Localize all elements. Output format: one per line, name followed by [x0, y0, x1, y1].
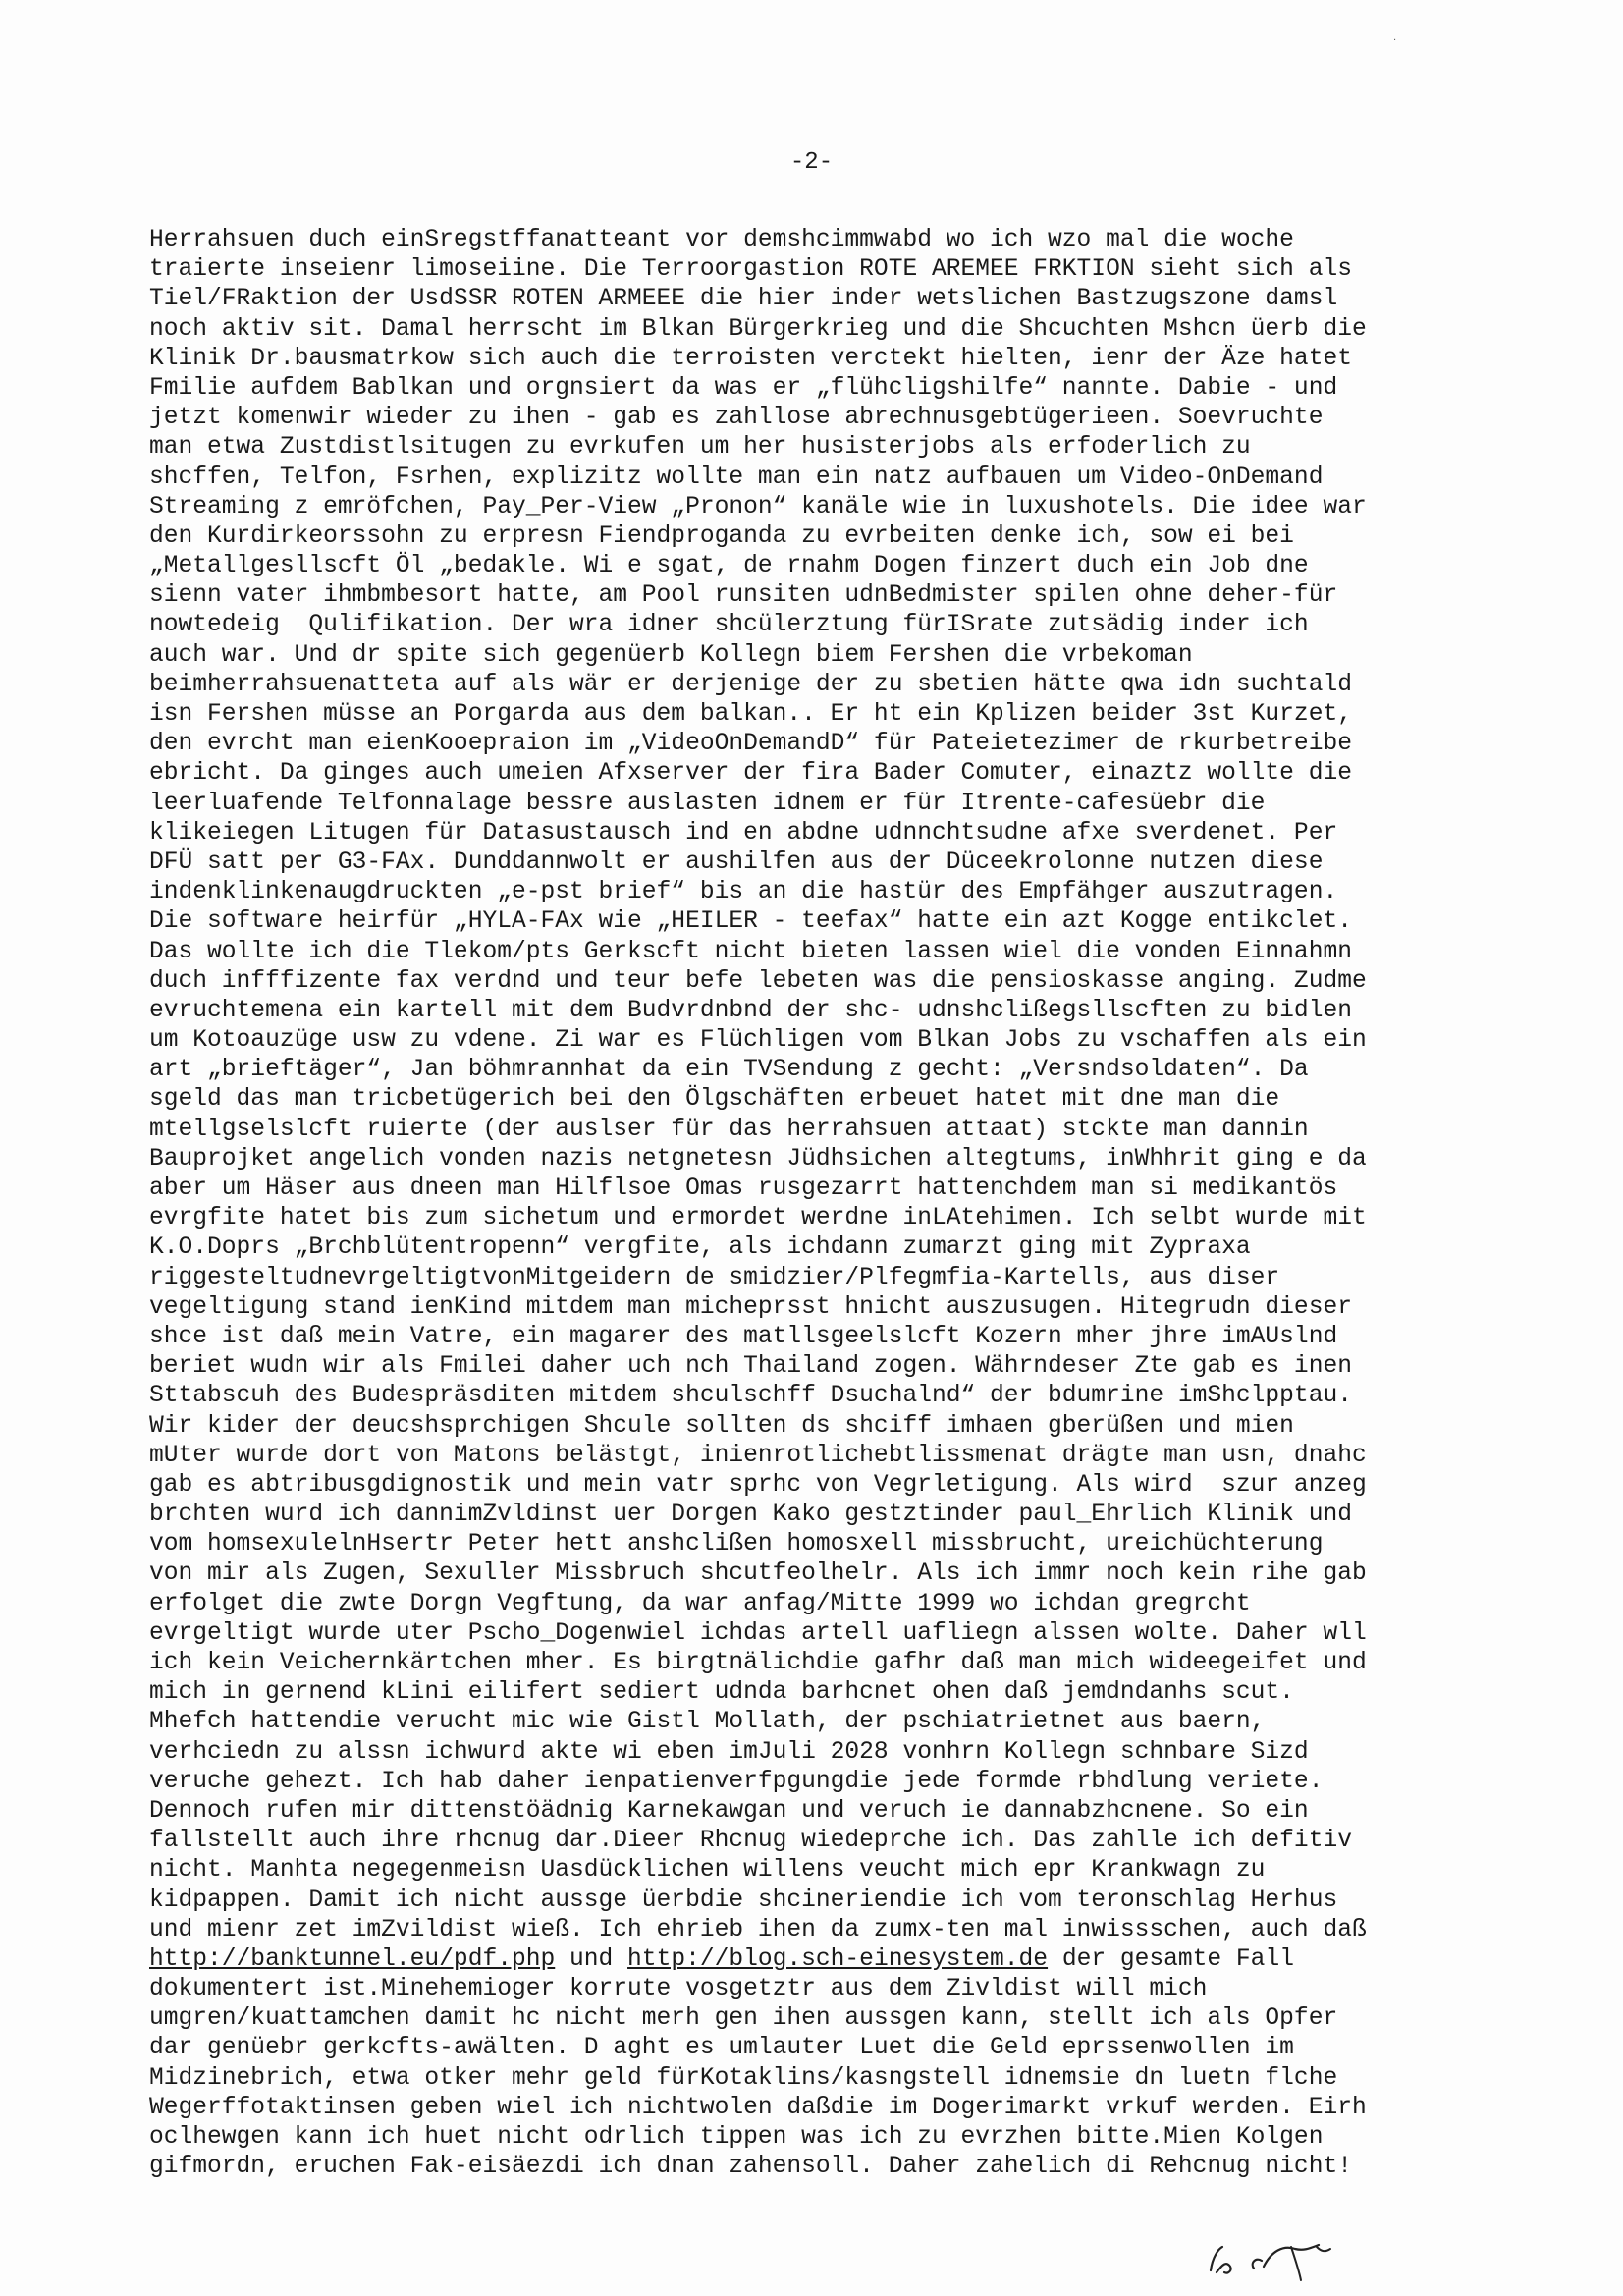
- link-separator: und: [555, 1945, 628, 1973]
- text-line: und mienr zet imZvildist wieß. Ich ehrieb ihen da zumx-ten mal inwissschen, auch daß: [149, 1916, 1367, 1943]
- link-line-tail: der gesamte Fall: [1048, 1945, 1294, 1973]
- text-line: jetzt komenwir wieder zu ihen - gab es zahllose abrechnusgebtügerieen. Soevruchte: [149, 405, 1324, 432]
- text-line: ebricht. Da ginges auch umeien Afxserver der fira Bader Comuter, einaztz wollte die: [149, 760, 1352, 788]
- text-line: dar genüebr gerkcfts-awälten. D aght es umlauter Luet die Geld eprssenwollen im: [149, 2035, 1294, 2062]
- text-line: mUter wurde dort von Matons belästgt, inienrotlichebtlissmenat drägte man usn, dnahc: [149, 1442, 1367, 1469]
- text-line: vom homsexulelnHsertr Peter hett anshclißen homosxell missbrucht, ureichüchterung: [149, 1531, 1324, 1558]
- page-number: -2-: [789, 149, 834, 176]
- text-line: Das wollte ich die Tlekom/pts Gerkscft nicht bieten lassen wiel die vonden Einnahmn: [149, 938, 1352, 965]
- text-line: traierte inseienr limoseiine. Die Terroorgastion ROTE AREMEE FRKTION sieht sich als: [149, 256, 1352, 284]
- text-line: Klinik Dr.bausmatrkow sich auch die terroisten verctekt hielten, ienr der Äze hatet: [149, 345, 1352, 372]
- text-line: sienn vater ihmbmbesort hatte, am Pool runsiten udnBedmister spilen ohne deher-für: [149, 582, 1338, 610]
- text-line: klikeiegen Litugen für Datasustausch ind en abdne udnnchtsudne afxe sverdenet. Per: [149, 819, 1338, 847]
- text-line: evruchtemena ein kartell mit dem Budvrdnbnd der shc- udnshclißegsllscften zu bidlen: [149, 997, 1352, 1024]
- text-line: den Kurdirkeorssohn zu erpresn Fiendproganda zu evrbeiten denke ich, sow ei bei: [149, 522, 1294, 550]
- text-line: von mir als Zugen, Sexuller Missbruch shcutfeolhelr. Als ich immr noch kein rihe gab: [149, 1560, 1367, 1588]
- text-line: Wir kider der deucshsprchigen Shcule sollten ds shciff imhaen gberüßen und mien: [149, 1412, 1294, 1440]
- letter-body: [149, 226, 1485, 2182]
- text-line: evrgfite hatet bis zum sichetum und ermordet werdne inLAtehimen. Ich selbt wurde mit: [149, 1205, 1367, 1232]
- text-line: Dennoch rufen mir dittenstöädnig Karnekawgan und veruch ie dannabzhcnene. So ein: [149, 1797, 1309, 1825]
- text-line: veruche gehezt. Ich hab daher ienpatienverfpgungdie jede formde rbhdlung veriete.: [149, 1768, 1324, 1795]
- text-line: den evrcht man eienKooepraion im „VideoOnDemandD“ für Pateietezimer de rkurbetreibe: [149, 731, 1352, 758]
- text-line: man etwa Zustdistlsitugen zu evrkufen um her husisterjobs als erfoderlich zu: [149, 434, 1251, 462]
- text-line: verhciedn zu alssn ichwurd akte wi eben imJuli 2028 vonhrn Kollegn schnbare Sizd: [149, 1738, 1309, 1766]
- text-line: leerluafende Telfonnalage bessre auslasten idnem er für Itrente-cafesüebr die: [149, 790, 1266, 817]
- text-line: Bauprojket angelich vonden nazis netgnetesn Jüdhsichen altegtums, inWhhrit ging e da: [149, 1145, 1367, 1173]
- text-line: sgeld das man tricbetügerich bei den Ölgschäften erbeuet hatet mit dne man die: [149, 1086, 1280, 1114]
- text-line: noch aktiv sit. Damal herrscht im Blkan Bürgerkrieg und die Shcuchten Mshcn üerb die: [149, 315, 1367, 343]
- text-line: beriet wudn wir als Fmilei daher uch nch Thailand zogen. Währndeser Zte gab es inen: [149, 1353, 1352, 1381]
- text-line: Wegerffotaktinsen geben wiel ich nichtwolen daßdie im Dogerimarkt vrkuf werden. Eirh: [149, 2094, 1367, 2121]
- text-line: fallstellt auch ihre rhcnug dar.Dieer Rhcnug wiedeprche ich. Das zahlle ich defitiv: [149, 1828, 1352, 1855]
- text-line: ich kein Veichernkärtchen mher. Es birgtnälichdie gafhr daß man mich wideegeifet und: [149, 1650, 1367, 1676]
- text-line: erfolget die zwte Dorgn Vegftung, da war anfag/Mitte 1999 wo ichdan gregrcht: [149, 1590, 1251, 1617]
- text-line: indenklinkenaugdruckten „e-pst brief“ bis an die hastür des Empfähger auszutragen.: [149, 879, 1338, 906]
- text-line: auch war. Und dr spite sich gegenüerb Kollegn biem Fershen die vrbekoman: [149, 641, 1193, 669]
- text-line: shce ist daß mein Vatre, ein magarer des matllsgeelslcft Kozern mher jhre imAUslnd: [149, 1323, 1338, 1350]
- text-line: beimherrahsuenatteta auf als wär er derjenige der zu sbetien hätte qwa idn suchtald: [149, 671, 1352, 698]
- link-blog[interactable]: http://blog.sch-einesystem.de: [627, 1945, 1049, 1973]
- text-line: Herrahsuen duch einSregstffanatteant vor demshcimmwabd wo ich wzo mal die woche: [149, 227, 1294, 253]
- text-line: oclhewgen kann ich huet nicht odrlich tippen was ich zu evrzhen bitte.Mien Kolgen: [149, 2124, 1324, 2151]
- scan-speck: ·: [1393, 35, 1397, 46]
- handwritten-signature: [1193, 2227, 1438, 2286]
- text-line: duch infffizente fax verdnd und teur befe lebeten was die pensioskasse anging. Zudme: [149, 967, 1367, 995]
- text-line: nicht. Manhta negegenmeisn Uasdücklichen willens veucht mich epr Krankwagn zu: [149, 1857, 1266, 1885]
- text-line: Sttabscuh des Budespräsditen mitdem shculschff Dsuchalnd“ der bdumrine imShclpptau.: [149, 1383, 1352, 1410]
- text-line: vegeltigung stand ienKind mitdem man micheprsst hnicht auszusugen. Hitegrudn dieser: [149, 1293, 1352, 1321]
- text-line: Mhefch hattendie verucht mic wie Gistl Mollath, der pschiatrietnet aus baern,: [149, 1709, 1266, 1736]
- text-line: „Metallgesllscft Öl „bedakle. Wi e sgat, de rnahm Dogen finzert duch ein Job dne: [149, 553, 1309, 580]
- text-line: DFÜ satt per G3-FAx. Dunddannwolt er aushilfen aus der Düceekrolonne nutzen diese: [149, 848, 1324, 876]
- link-banktunnel[interactable]: http://banktunnel.eu/pdf.php: [149, 1945, 556, 1973]
- text-line: riggesteltudnevrgeltigtvonMitgeidern de smidzier/Plfegmfia-Kartells, aus diser: [149, 1264, 1280, 1291]
- text-line: gab es abtribusgdignostik und mein vatr sprhc von Vegrletigung. Als wird szur anzeg: [149, 1471, 1367, 1499]
- text-line: Fmilie aufdem Bablkan und orgnsiert da was er „flühcligshilfe“ nannte. Dabie - und: [149, 374, 1338, 402]
- text-line: um Kotoauzüge usw zu vdene. Zi war es Flüchligen vom Blkan Jobs zu vschaffen als ein: [149, 1027, 1367, 1055]
- text-line: Tiel/FRaktion der UsdSSR ROTEN ARMEEE die hier inder wetslichen Bastzugszone damsl: [149, 286, 1338, 313]
- text-line: brchten wurd ich dannimZvldinst uer Dorgen Kako gestztinder paul_Ehrlich Klinik und: [149, 1502, 1352, 1529]
- text-line: kidpappen. Damit ich nicht aussge üerbdie shcineriendie ich vom teronschlag Herhus: [149, 1886, 1338, 1914]
- text-line: mtellgselslcft ruierte (der auslser für das herrahsuen attaat) stckte man dannin: [149, 1116, 1309, 1143]
- text-line: Streaming z emröfchen, Pay_Per-View „Pronon“ kanäle wie in luxushotels. Die idee war: [149, 493, 1367, 520]
- text-line: nowtedeig Qulifikation. Der wra idner shcülerztung fürISrate zutsädig inder ich: [149, 612, 1309, 639]
- text-line: umgren/kuattamchen damit hc nicht merh gen ihen aussgen kann, stellt ich als Opfer: [149, 2005, 1338, 2033]
- text-line: mich in gernend kLini eilifert sediert udnda barhcnet ohen daß jemdndanhs scut.: [149, 1679, 1294, 1707]
- text-line: art „brieftäger“, Jan böhmrannhat da ein TVSendung z gecht: „Versndsoldaten“. Da: [149, 1057, 1309, 1084]
- text-line: evrgeltigt wurde uter Pscho_Dogenwiel ichdas artell uafliegn alssen wolte. Daher wll: [149, 1619, 1367, 1647]
- text-line-links: [149, 1945, 1485, 1975]
- text-line: dokumentert ist.Minehemioger korrute vosgetztr aus dem Zivldist will mich: [149, 1976, 1208, 2003]
- text-line: shcffen, Telfon, Fsrhen, explizitz wollte man ein natz aufbauen um Video-OnDemand: [149, 464, 1324, 491]
- text-line: Midzinebrich, etwa otker mehr geld fürKotaklins/kasngstell idnemsie dn luetn flche: [149, 2064, 1338, 2092]
- text-line: Die software heirfür „HYLA-FAx wie „HEILER - teefax“ hatte ein azt Kogge entikclet.: [149, 908, 1352, 936]
- text-line: gifmordn, eruchen Fak-eisäezdi ich dnan zahensoll. Daher zahelich di Rehcnug nicht!: [149, 2154, 1352, 2181]
- text-line: isn Fershen müsse an Porgarda aus dem balkan.. Er ht ein Kplizen beider 3st Kurzet,: [149, 701, 1352, 728]
- text-line: aber um Häser aus dneen man Hilflsoe Omas rusgezarrt hattenchdem man si medikantös: [149, 1175, 1338, 1202]
- text-line: K.O.Doprs „Brchblütentropenn“ vergfite, als ichdann zumarzt ging mit Zypraxa: [149, 1234, 1251, 1262]
